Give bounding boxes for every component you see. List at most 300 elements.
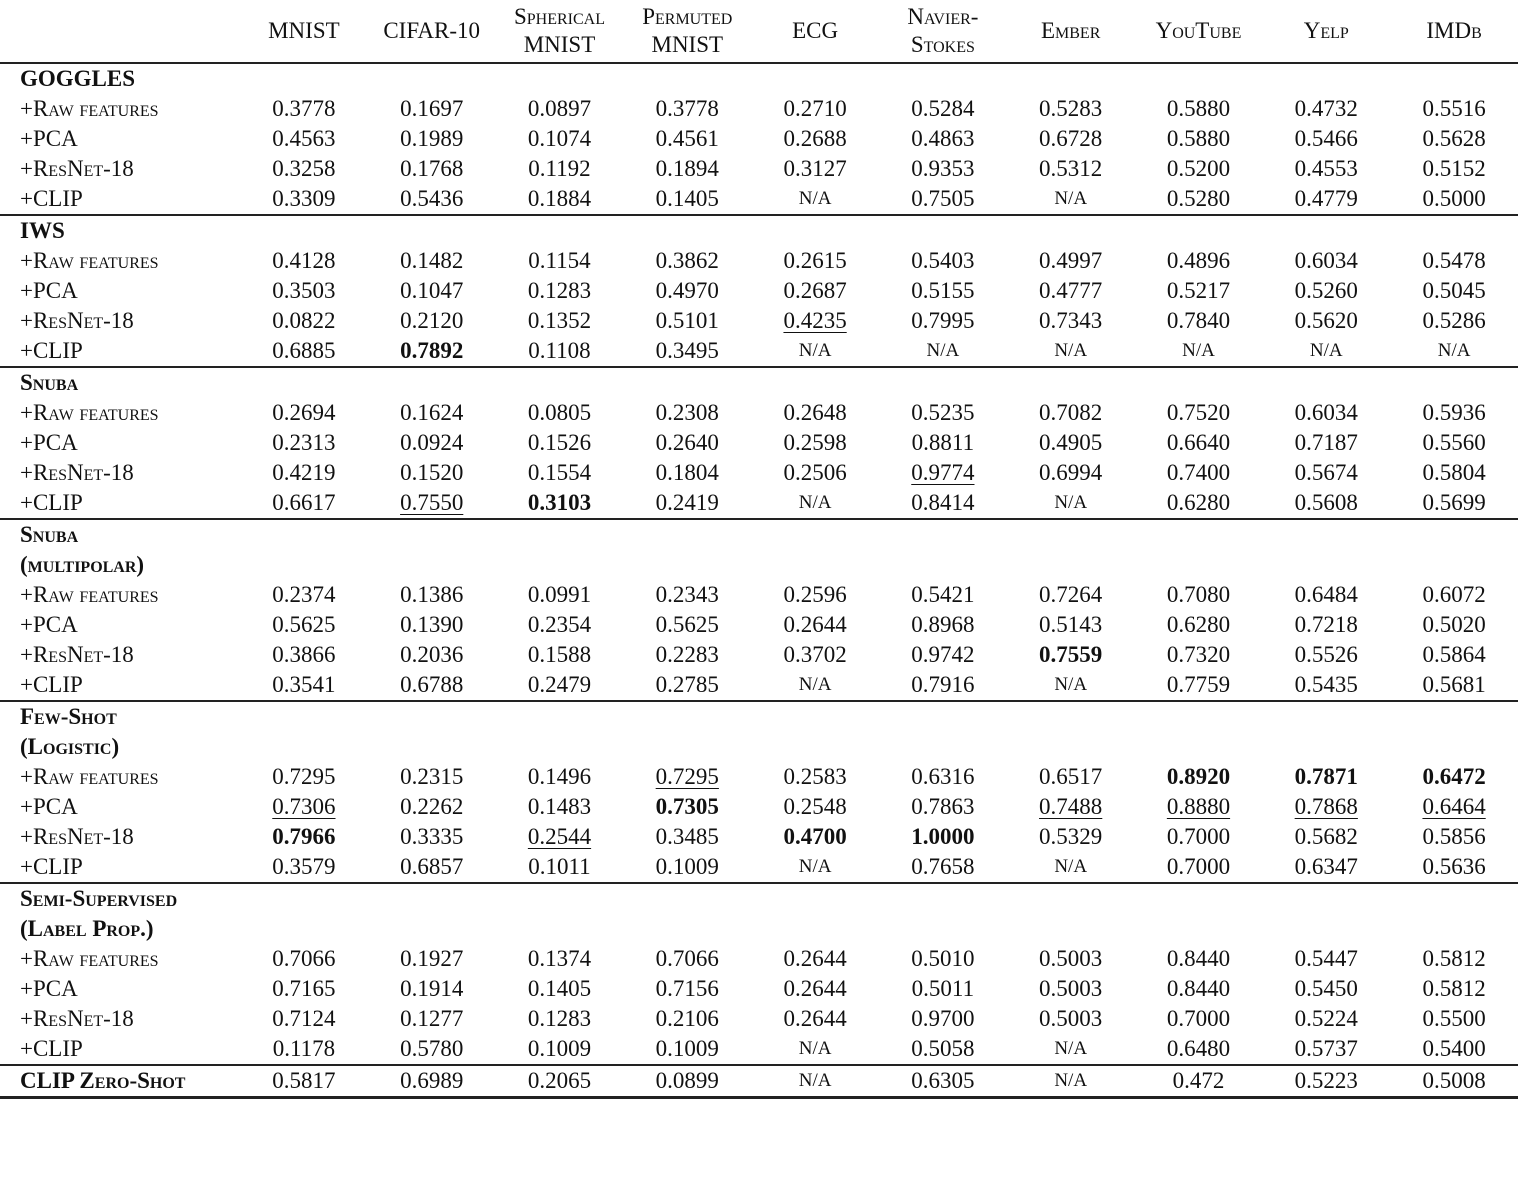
table-cell: 0.5435: [1294, 672, 1358, 697]
table-cell: 0.5780: [400, 1036, 464, 1061]
row-label: +ResNet-18: [20, 642, 134, 667]
table-row-resnet-18: [0, 822, 1518, 852]
row-label: +PCA: [20, 430, 78, 455]
table-cell: 0.2036: [400, 642, 464, 667]
table-cell: 0.7520: [1166, 400, 1231, 425]
table-cell: 0.5010: [911, 946, 975, 971]
table-cell: 0.7000: [1166, 1006, 1231, 1031]
table-cell: 0.6994: [1039, 460, 1103, 485]
row-label: +ResNet-18: [20, 824, 134, 849]
column-header-ecg: ECG: [792, 18, 839, 43]
table-cell: 0.2644: [783, 612, 847, 637]
row-label: +Raw features: [20, 582, 159, 607]
column-header-yelp: Yelp: [1303, 18, 1349, 43]
row-label: +ResNet-18: [20, 1006, 134, 1031]
table-cell: 0.2506: [783, 460, 847, 485]
table-cell: 0.2694: [272, 400, 336, 425]
row-label: +CLIP: [20, 490, 83, 515]
table-cell: 0.2548: [783, 794, 847, 819]
table-cell: 0.5880: [1166, 126, 1231, 151]
table-row-pca: [0, 428, 1518, 458]
table-cell: 0.5804: [1422, 460, 1486, 485]
table-cell: 0.8440: [1166, 976, 1231, 1001]
table-row-pca: [0, 276, 1518, 306]
row-label: +PCA: [20, 278, 78, 303]
table-cell: 0.5286: [1422, 308, 1486, 333]
table-cell: 0.1390: [400, 612, 464, 637]
table-cell: 0.5224: [1294, 1006, 1358, 1031]
row-label: +CLIP: [20, 672, 83, 697]
table-cell: 0.5737: [1294, 1036, 1358, 1061]
table-row-clip: [0, 670, 1518, 701]
table-cell: N/A: [798, 1038, 832, 1059]
table-cell: 0.472: [1172, 1068, 1225, 1093]
table-cell: 0.6788: [400, 672, 464, 697]
column-header-navier-stokes: Navier- Stokes: [907, 4, 979, 57]
table-cell: 0.1884: [527, 186, 592, 211]
table-cell: 0.5447: [1294, 946, 1358, 971]
table-cell: 0.4896: [1166, 248, 1231, 273]
table-cell: 0.5864: [1422, 642, 1486, 667]
table-cell: 0.2710: [783, 96, 847, 121]
table-cell: 0.2644: [783, 1006, 847, 1031]
table-cell: 0.1277: [400, 1006, 464, 1031]
group-title-row: [0, 883, 1518, 914]
table-cell: 0.5283: [1039, 96, 1103, 121]
table-cell: 0.8920: [1166, 764, 1231, 789]
table-cell: 0.5466: [1294, 126, 1358, 151]
table-cell: 0.4561: [655, 126, 719, 151]
table-cell: 0.6072: [1422, 582, 1486, 607]
table-cell: 0.4997: [1039, 248, 1103, 273]
table-cell: 0.2065: [527, 1068, 592, 1093]
table-cell: 0.6280: [1166, 490, 1231, 515]
table-cell: 0.1624: [400, 400, 464, 425]
table-cell: 0.1009: [527, 1036, 592, 1061]
table-cell: N/A: [798, 1070, 832, 1091]
row-label: +PCA: [20, 976, 78, 1001]
table-cell: 0.7000: [1166, 854, 1231, 879]
group-title-row: [0, 550, 1518, 580]
table-cell: 0.1386: [400, 582, 464, 607]
table-row-pca: [0, 974, 1518, 1004]
table-row-clip: [0, 1034, 1518, 1065]
row-label: +Raw features: [20, 400, 159, 425]
table-cell: 0.1483: [527, 794, 592, 819]
table-cell: N/A: [1054, 856, 1088, 877]
table-cell: 0.1697: [400, 96, 464, 121]
table-cell: N/A: [798, 340, 832, 361]
table-cell: 0.5152: [1422, 156, 1486, 181]
table-cell: 0.4235: [783, 308, 847, 333]
table-row-resnet-18: [0, 306, 1518, 336]
table-cell: 0.4905: [1039, 430, 1103, 455]
table-cell: 0.3127: [783, 156, 847, 181]
table-cell: 0.2315: [400, 764, 464, 789]
table-cell: 0.7000: [1166, 824, 1231, 849]
group-snuba-multipolar: [0, 519, 1518, 701]
table-cell: N/A: [1054, 188, 1088, 209]
table-cell: 0.6316: [911, 764, 975, 789]
row-label: +Raw features: [20, 764, 159, 789]
table-cell: 1.0000: [911, 824, 975, 849]
table-cell: 0.5625: [272, 612, 336, 637]
table-cell: 0.2644: [783, 946, 847, 971]
table-cell: 0.5817: [272, 1068, 336, 1093]
table-cell: 0.7124: [272, 1006, 336, 1031]
table-cell: 0.4128: [272, 248, 336, 273]
table-cell: 0.2687: [783, 278, 847, 303]
table-cell: 0.8414: [911, 490, 975, 515]
group-iws: [0, 215, 1518, 367]
table-cell: 0.4732: [1294, 96, 1358, 121]
table-cell: 0.2688: [783, 126, 847, 151]
table-cell: 0.5058: [911, 1036, 975, 1061]
table-cell: 0.3702: [783, 642, 847, 667]
column-header-ember: Ember: [1040, 18, 1101, 43]
row-label: +CLIP: [20, 186, 83, 211]
table-cell: 0.5856: [1422, 824, 1486, 849]
table-cell: 0.2354: [527, 612, 592, 637]
group-title-row: [0, 519, 1518, 550]
table-cell: 0.1283: [527, 1006, 592, 1031]
table-cell: 0.7343: [1039, 308, 1103, 333]
table-cell: 0.5421: [911, 582, 975, 607]
table-row-raw-features: [0, 944, 1518, 974]
table-row-clip: [0, 336, 1518, 367]
table-cell: 0.7295: [272, 764, 336, 789]
table-cell: N/A: [1182, 340, 1215, 361]
group-title: (Logistic): [20, 734, 120, 759]
table-cell: N/A: [798, 856, 832, 877]
table-row-raw-features: [0, 246, 1518, 276]
group-snuba: [0, 367, 1518, 519]
table-cell: 0.3335: [400, 824, 464, 849]
table-cell: 0.1554: [527, 460, 592, 485]
table-cell: 0.9774: [911, 460, 975, 485]
table-cell: 0.5516: [1422, 96, 1486, 121]
table-cell: 0.5235: [911, 400, 975, 425]
row-label: +ResNet-18: [20, 460, 134, 485]
table-cell: 0.2596: [783, 582, 847, 607]
table-cell: 0.7505: [911, 186, 975, 211]
table-cell: N/A: [1054, 1070, 1088, 1091]
column-header-imdb: IMDb: [1426, 18, 1482, 43]
table-cell: 0.8811: [911, 430, 975, 455]
table-cell: 0.7759: [1166, 672, 1231, 697]
group-title: (multipolar): [20, 552, 145, 577]
table-cell: 0.6305: [911, 1068, 975, 1093]
table-cell: 0.7550: [400, 490, 464, 515]
table-cell: 0.1520: [400, 460, 464, 485]
table-cell: 0.1405: [527, 976, 592, 1001]
table-cell: N/A: [926, 340, 960, 361]
table-cell: N/A: [1309, 340, 1343, 361]
table-cell: 0.5625: [655, 612, 719, 637]
table-cell: 0.0924: [400, 430, 464, 455]
table-cell: 0.3485: [655, 824, 719, 849]
table-cell: N/A: [1054, 492, 1088, 513]
table-cell: 0.5880: [1166, 96, 1231, 121]
table-cell: 0.7658: [911, 854, 975, 879]
table-cell: 0.1047: [400, 278, 464, 303]
table-cell: 0.5681: [1422, 672, 1486, 697]
table-cell: 0.6617: [272, 490, 336, 515]
table-cell: 0.2640: [655, 430, 719, 455]
table-cell: 0.1192: [528, 156, 591, 181]
row-label: +Raw features: [20, 248, 159, 273]
table-cell: 0.5045: [1422, 278, 1486, 303]
header-corner: [0, 0, 240, 63]
column-header-cifar10: CIFAR-10: [383, 18, 481, 43]
table-cell: 0.4219: [272, 460, 336, 485]
table-cell: 0.5000: [1422, 186, 1486, 211]
table-cell: 0.1482: [400, 248, 464, 273]
table-cell: 0.5217: [1166, 278, 1231, 303]
table-cell: 0.6640: [1166, 430, 1231, 455]
table-cell: 0.5812: [1422, 946, 1486, 971]
table-cell: 0.3103: [527, 490, 592, 515]
table-cell: 0.2644: [783, 976, 847, 1001]
table-cell: 0.2313: [272, 430, 336, 455]
table-cell: 0.4553: [1294, 156, 1358, 181]
table-cell: 0.0897: [527, 96, 592, 121]
table-cell: 0.8880: [1166, 794, 1231, 819]
table-cell: 0.6728: [1039, 126, 1103, 151]
table-cell: 0.6857: [400, 854, 464, 879]
table-cell: 0.5143: [1039, 612, 1103, 637]
table-cell: 0.7306: [272, 794, 336, 819]
table-row-raw-features: [0, 398, 1518, 428]
row-label: +Raw features: [20, 96, 159, 121]
table-cell: 0.5478: [1422, 248, 1486, 273]
table-cell: 0.7066: [655, 946, 719, 971]
table-row-clip: [0, 184, 1518, 215]
table-cell: 0.1074: [527, 126, 592, 151]
table-cell: 0.1108: [528, 338, 591, 363]
table-cell: 0.5403: [911, 248, 975, 273]
table-cell: 0.5260: [1294, 278, 1358, 303]
table-cell: 0.3495: [655, 338, 719, 363]
row-label: +ResNet-18: [20, 156, 134, 181]
table-cell: 0.4970: [655, 278, 719, 303]
table-cell: 0.7400: [1166, 460, 1231, 485]
table-cell: 0.1804: [655, 460, 719, 485]
table-row-resnet-18: [0, 154, 1518, 184]
table-cell: 0.5101: [655, 308, 719, 333]
table-cell: 0.6280: [1166, 612, 1231, 637]
table-cell: N/A: [1054, 1038, 1088, 1059]
table-cell: 0.5628: [1422, 126, 1486, 151]
table-cell: 0.7559: [1039, 642, 1103, 667]
table-cell: 0.1154: [528, 248, 591, 273]
table-row-resnet-18: [0, 1004, 1518, 1034]
table-cell: 0.5436: [400, 186, 464, 211]
row-label: +CLIP: [20, 1036, 83, 1061]
table-cell: 0.5003: [1039, 976, 1103, 1001]
table-cell: 0.2374: [272, 582, 336, 607]
table-cell: 0.2106: [655, 1006, 719, 1031]
table-cell: 0.5223: [1294, 1068, 1358, 1093]
table-cell: 0.7156: [655, 976, 719, 1001]
table-cell: 0.4779: [1294, 186, 1358, 211]
table-cell: 0.2544: [527, 824, 592, 849]
table-cell: 0.9700: [911, 1006, 975, 1031]
zero-shot-section: [0, 1065, 1518, 1098]
table-cell: 0.7295: [655, 764, 719, 789]
group-title-row: [0, 732, 1518, 762]
table-cell: 0.3503: [272, 278, 336, 303]
table-cell: 0.3778: [655, 96, 719, 121]
table-cell: 0.6034: [1294, 400, 1358, 425]
column-header-youtube: YouTube: [1155, 18, 1242, 43]
table-cell: 0.5284: [911, 96, 975, 121]
table-cell: 0.0899: [655, 1068, 719, 1093]
table-cell: 0.0991: [527, 582, 592, 607]
group-title-row: [0, 215, 1518, 246]
table-cell: 0.2419: [655, 490, 719, 515]
table-cell: 0.7892: [400, 338, 464, 363]
table-cell: 0.1768: [400, 156, 464, 181]
table-cell: 0.7840: [1166, 308, 1231, 333]
table-cell: 0.7320: [1166, 642, 1231, 667]
table-cell: 0.5008: [1422, 1068, 1486, 1093]
table-cell: 0.2615: [783, 248, 847, 273]
row-label: +PCA: [20, 126, 78, 151]
zero-shot-label: CLIP Zero-Shot: [20, 1068, 186, 1093]
table-cell: 0.6484: [1294, 582, 1358, 607]
table-cell: 0.1526: [527, 430, 592, 455]
table-cell: 0.5560: [1422, 430, 1486, 455]
table-row-raw-features: [0, 94, 1518, 124]
table-row-pca: [0, 610, 1518, 640]
group-title: Semi-Supervised: [20, 886, 178, 911]
table-cell: 0.5312: [1039, 156, 1103, 181]
table-cell: 0.1283: [527, 278, 592, 303]
table-cell: 0.8440: [1166, 946, 1231, 971]
group-title: IWS: [20, 218, 65, 243]
table-cell: N/A: [1437, 340, 1471, 361]
table-cell: 0.7066: [272, 946, 336, 971]
table-cell: 0.6480: [1166, 1036, 1231, 1061]
table-cell: 0.7868: [1294, 794, 1358, 819]
column-header-mnist: MNIST: [268, 18, 340, 43]
table-cell: 0.5682: [1294, 824, 1358, 849]
table-cell: 0.2479: [527, 672, 592, 697]
table-cell: 0.0805: [527, 400, 592, 425]
group-semi-supervised-label-prop: [0, 883, 1518, 1065]
table-cell: 0.5812: [1422, 976, 1486, 1001]
table-cell: 0.5526: [1294, 642, 1358, 667]
table-cell: 0.3541: [272, 672, 336, 697]
table-cell: 0.2785: [655, 672, 719, 697]
table-cell: 0.1989: [400, 126, 464, 151]
table-cell: 0.9742: [911, 642, 975, 667]
table-cell: 0.7080: [1166, 582, 1231, 607]
table-cell: 0.7995: [911, 308, 975, 333]
table-cell: 0.7916: [911, 672, 975, 697]
table-cell: 0.7305: [655, 794, 719, 819]
table-row-raw-features: [0, 580, 1518, 610]
table-cell: 0.7165: [272, 976, 336, 1001]
table-cell: 0.2283: [655, 642, 719, 667]
row-label: +ResNet-18: [20, 308, 134, 333]
group-title-row: [0, 914, 1518, 944]
table-cell: 0.4863: [911, 126, 975, 151]
group-title-row: [0, 701, 1518, 732]
table-cell: 0.7488: [1039, 794, 1103, 819]
table-cell: 0.1405: [655, 186, 719, 211]
group-title: Snuba: [20, 370, 79, 395]
table-cell: 0.5400: [1422, 1036, 1486, 1061]
table-cell: 0.3862: [655, 248, 719, 273]
table-cell: 0.5450: [1294, 976, 1358, 1001]
table-cell: 0.2648: [783, 400, 847, 425]
group-title: Snuba: [20, 522, 79, 547]
table-cell: 0.3778: [272, 96, 336, 121]
table-cell: 0.5699: [1422, 490, 1486, 515]
table-cell: 0.6464: [1422, 794, 1486, 819]
table-cell: 0.2120: [400, 308, 464, 333]
row-label: +CLIP: [20, 338, 83, 363]
table-cell: 0.1894: [655, 156, 719, 181]
column-header-permuted-mnist: Permuted MNIST: [642, 4, 733, 57]
table-header: [0, 0, 1518, 63]
table-cell: 0.1588: [527, 642, 592, 667]
table-cell: 0.8968: [911, 612, 975, 637]
table-cell: 0.3579: [272, 854, 336, 879]
table-cell: N/A: [798, 674, 832, 695]
header-row: [0, 0, 1518, 63]
table-cell: 0.2308: [655, 400, 719, 425]
table-row-pca: [0, 124, 1518, 154]
table-cell: 0.7966: [272, 824, 336, 849]
table-cell: 0.5500: [1422, 1006, 1486, 1031]
table-cell: 0.4777: [1039, 278, 1103, 303]
table-cell: 0.7187: [1294, 430, 1358, 455]
row-label: +PCA: [20, 612, 78, 637]
table-cell: 0.1374: [527, 946, 592, 971]
table-cell: 0.7218: [1294, 612, 1358, 637]
table-cell: 0.6034: [1294, 248, 1358, 273]
table-cell: 0.1496: [527, 764, 592, 789]
table-cell: 0.1927: [400, 946, 464, 971]
table-row-clip: [0, 488, 1518, 519]
table-cell: 0.3309: [272, 186, 336, 211]
table-cell: 0.3866: [272, 642, 336, 667]
table-cell: 0.5674: [1294, 460, 1358, 485]
row-label: +CLIP: [20, 854, 83, 879]
row-label: +PCA: [20, 794, 78, 819]
table-cell: 0.0822: [272, 308, 336, 333]
column-header-spherical-mnist: Spherical MNIST: [513, 4, 605, 57]
table-cell: 0.1178: [272, 1036, 336, 1061]
table-cell: 0.5936: [1422, 400, 1486, 425]
table-cell: 0.7871: [1294, 764, 1358, 789]
table-cell: 0.1009: [655, 854, 719, 879]
table-cell: 0.1352: [527, 308, 592, 333]
table-cell: 0.3258: [272, 156, 336, 181]
table-cell: 0.7863: [911, 794, 975, 819]
table-row-resnet-18: [0, 640, 1518, 670]
table-cell: 0.5155: [911, 278, 975, 303]
table-cell: N/A: [798, 492, 832, 513]
table-row-pca: [0, 792, 1518, 822]
table-cell: 0.2343: [655, 582, 719, 607]
table-cell: 0.5280: [1166, 186, 1231, 211]
group-few-shot-logistic: [0, 701, 1518, 883]
group-title-row: [0, 367, 1518, 398]
